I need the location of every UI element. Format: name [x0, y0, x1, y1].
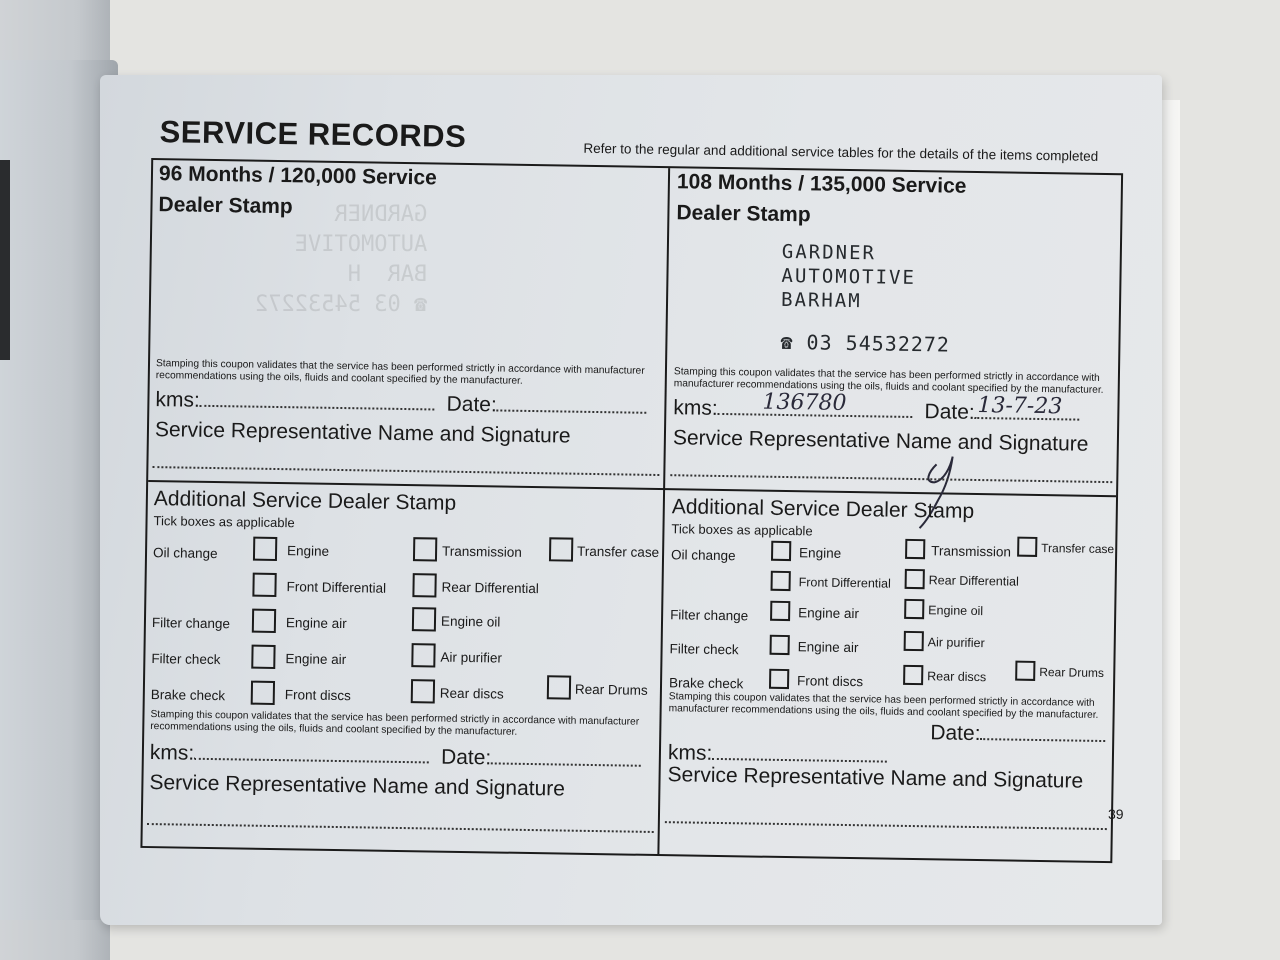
kms-field: kms: Date:	[155, 388, 647, 420]
handwritten-date: 13-7-23	[977, 393, 1063, 420]
checkbox-front-discs[interactable]	[251, 681, 275, 705]
checkbox-oil-transfer-case[interactable]	[549, 537, 573, 561]
coupon-grid	[140, 158, 1123, 863]
checkbox-rear-differential[interactable]	[412, 573, 436, 597]
dealer-stamp-impression: GARDNER AUTOMOTIVE BARHAM	[780, 240, 917, 313]
oil-change-label: Oil change	[152, 545, 218, 562]
coupon-108-months	[666, 168, 1121, 495]
stamp-disclaimer: Stamping this coupon validates that the service has been performed strictly in accordance with manufacturer recommendations using the oils, fluids and coolant specified by the manufacturer.	[668, 691, 1099, 721]
checkbox-rear-differential[interactable]	[905, 569, 925, 589]
coupon-heading: 108 Months / 135,000 Service	[676, 170, 967, 198]
signature-line	[147, 823, 654, 833]
signature-label: Service Representative Name and Signature	[672, 426, 1089, 456]
checkbox-front-differential[interactable]	[252, 573, 276, 597]
service-records-sheet	[140, 110, 1137, 875]
filter-change-label: Filter change	[151, 615, 231, 632]
checkbox-front-discs[interactable]	[769, 669, 789, 689]
signature-line	[152, 466, 659, 476]
stamp-disclaimer: Stamping this coupon validates that the service has been performed strictly in accordance with manufacturer recommendations using the oils, fluids and coolant specified by the manufacturer.	[155, 358, 645, 387]
bleed-through-stamp: GARDNER AUTOMOTIVE BAR H ☎ 03 54532272	[255, 202, 428, 317]
oil-change-label: Oil change	[670, 547, 736, 564]
filter-check-label: Filter check	[151, 651, 221, 668]
checkbox-filter-engine-air[interactable]	[252, 609, 276, 633]
additional-service-left: Additional Service Dealer Stamp Tick boxes as applicable Oil change Engine Transmission Transfer case Front Differential Rear Differential Filter change Engine air Engine oil Filter check Engine air Air purifier Brake check Front discs Rear discs Rear Drums Stamping this coupon validates that the service has been performed strictly in accordance with manufacturer recommendations using the oils, fluids and coolant specified by the manufacturer. kms: Date: Service Representative Name and Signature	[142, 483, 663, 856]
dealer-stamp-phone: ☎ 03 54532272	[780, 329, 951, 357]
dealer-stamp-label: Dealer Stamp	[676, 201, 811, 227]
signature-label: Service Representative Name and Signature	[154, 418, 571, 448]
checkbox-filter-engine-oil[interactable]	[412, 607, 436, 631]
refer-note: Refer to the regular and additional service tables for the details of the items completed	[583, 140, 1099, 164]
checkbox-filter-engine-oil[interactable]	[904, 599, 924, 619]
tick-note: Tick boxes as applicable	[153, 513, 295, 531]
checkbox-oil-engine[interactable]	[253, 537, 277, 561]
coupon-96-months	[148, 160, 668, 488]
additional-title: Additional Service Dealer Stamp	[153, 487, 457, 515]
stamp-disclaimer: Stamping this coupon validates that the service has been performed strictly in accordance with manufacturer recommendations using the oils, fluids and coolant specified by the manufacturer.	[673, 366, 1104, 396]
brake-check-label: Brake check	[668, 675, 744, 692]
checkbox-check-air-purifier[interactable]	[411, 643, 435, 667]
kms-field: kms: Date:	[150, 741, 642, 773]
stamp-disclaimer: Stamping this coupon validates that the service has been performed strictly in accordance with manufacturer recommendations using the oils, fluids and coolant specified by the manufacturer.	[150, 709, 640, 738]
filter-change-label: Filter change	[670, 607, 749, 624]
additional-title: Additional Service Dealer Stamp	[671, 495, 975, 523]
signature-line	[665, 821, 1107, 830]
page-number: 39	[1108, 806, 1124, 822]
checkbox-oil-engine[interactable]	[771, 541, 791, 561]
additional-service-right: Additional Service Dealer Stamp Tick boxes as applicable Oil change Engine Transmission Transfer case Front Differential Rear Differential Filter change Engine air Engine oil Filter check Engine air Air purifier Brake check Front discs Rear discs Rear Drums Stamping this coupon validates that the service has been performed strictly in accordance with manufacturer recommendations using the oils, fluids and coolant specified by the manufacturer. Date: kms: Service Representative Name and Signature	[660, 491, 1116, 863]
coupon-heading: 96 Months / 120,000 Service	[158, 162, 437, 190]
tick-note: Tick boxes as applicable	[671, 521, 813, 539]
date-field: Date:	[930, 721, 1106, 748]
checkbox-oil-transmission[interactable]	[413, 537, 437, 561]
checkbox-rear-discs[interactable]	[903, 665, 923, 685]
checkbox-oil-transmission[interactable]	[905, 539, 925, 559]
checkbox-check-air-purifier[interactable]	[904, 631, 924, 651]
signature-label: Service Representative Name and Signature	[149, 771, 566, 801]
kms-field: kms:	[668, 741, 888, 768]
checkbox-rear-drums[interactable]	[547, 675, 571, 699]
phone-icon: ☎	[780, 329, 794, 355]
page-title: SERVICE RECORDS	[159, 114, 467, 154]
checkbox-oil-transfer-case[interactable]	[1017, 537, 1037, 557]
dealer-stamp-label: Dealer Stamp	[158, 193, 293, 219]
filter-check-label: Filter check	[669, 641, 739, 658]
kms-field: kms: Date:	[673, 396, 1080, 426]
handwritten-kms: 136780	[762, 389, 847, 416]
checkbox-check-engine-air[interactable]	[251, 645, 275, 669]
signature-line	[670, 474, 1112, 483]
checkbox-front-differential[interactable]	[771, 571, 791, 591]
signature-label: Service Representative Name and Signature	[667, 763, 1084, 793]
checkbox-rear-discs[interactable]	[411, 679, 435, 703]
page-shadow-tab	[0, 160, 10, 360]
brake-check-label: Brake check	[150, 687, 226, 704]
checkbox-rear-drums[interactable]	[1015, 661, 1035, 681]
checkbox-check-engine-air[interactable]	[770, 635, 790, 655]
checkbox-filter-engine-air[interactable]	[770, 601, 790, 621]
